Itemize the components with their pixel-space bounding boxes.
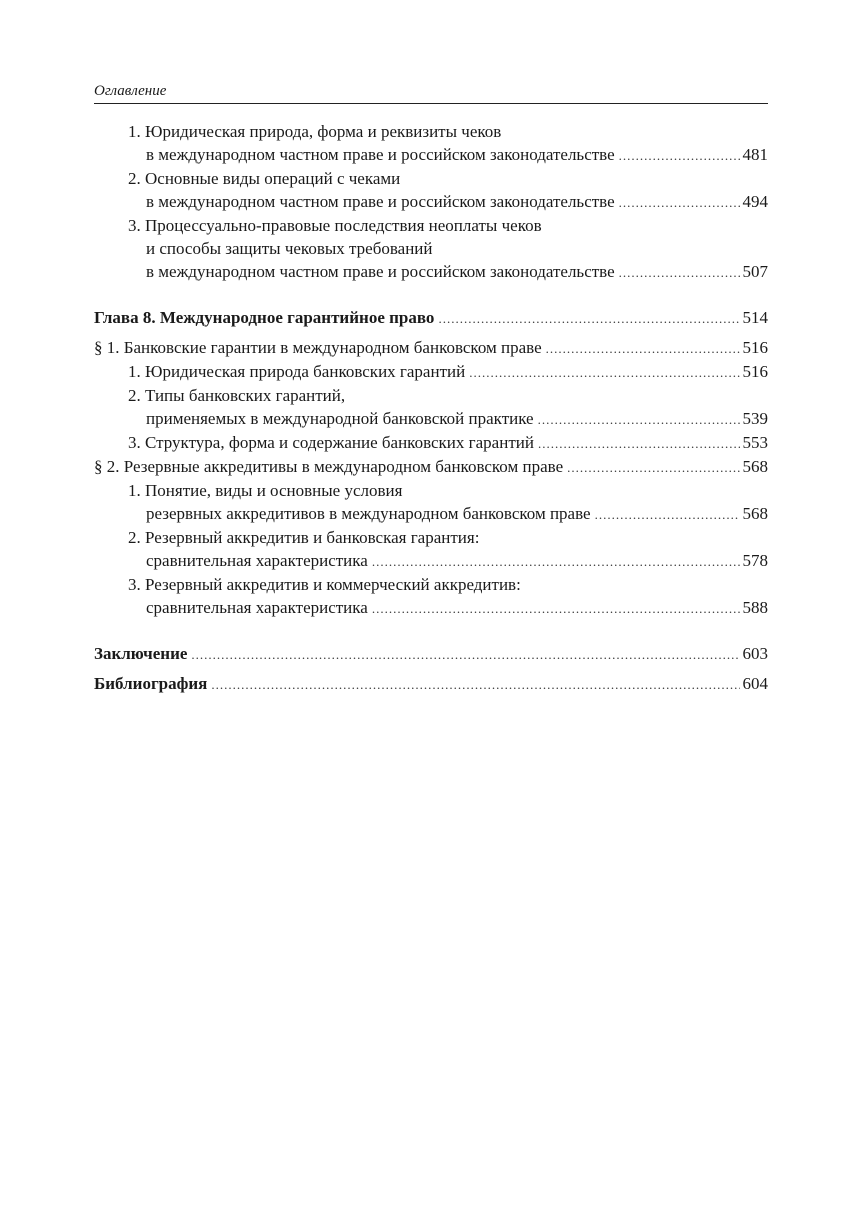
toc-entry — [94, 120, 768, 143]
toc-entry — [94, 573, 768, 596]
page-number: 516 — [742, 362, 768, 381]
page-number: 604 — [742, 674, 768, 693]
dot-leader — [211, 673, 739, 696]
dot-leader — [538, 408, 740, 431]
dot-leader — [372, 550, 740, 573]
toc-paragraph-link[interactable] — [94, 336, 768, 360]
dot-leader — [546, 337, 740, 360]
toc-entry-link[interactable] — [94, 502, 768, 526]
toc-entry-text: 1. Юридическая природа банковских гарантий — [128, 362, 466, 381]
page-number: 516 — [742, 338, 768, 357]
dot-leader — [538, 432, 740, 455]
toc-entry-link[interactable] — [94, 260, 768, 284]
toc-entry-text: в международном частном праве и российском законодательстве — [146, 145, 615, 164]
dot-leader — [469, 361, 739, 384]
page-number: 494 — [742, 192, 768, 211]
dot-leader — [372, 597, 740, 620]
toc-entry — [94, 214, 768, 237]
toc-conclusion-link[interactable] — [94, 642, 768, 666]
toc-entry-link[interactable] — [94, 407, 768, 431]
toc-bibliography-link[interactable] — [94, 672, 768, 696]
page-number: 568 — [742, 457, 768, 476]
toc-entry-link[interactable] — [94, 190, 768, 214]
header-title: Оглавление — [94, 83, 167, 99]
toc-entry-text: 3. Резервный аккредитив и коммерческий аккредитив: — [128, 575, 521, 594]
toc-chapter-link[interactable] — [94, 306, 768, 330]
toc-entry-text: в международном частном праве и российском законодательстве — [146, 262, 615, 281]
spacer — [94, 620, 768, 642]
toc-entry-text: 3. Структура, форма и содержание банковских гарантий — [128, 433, 534, 452]
page-number: 568 — [742, 504, 768, 523]
page-number: 603 — [742, 644, 768, 663]
toc-entry-link[interactable] — [94, 596, 768, 620]
toc-entry-text: и способы защиты чековых требований — [146, 239, 433, 258]
toc-entry-text: резервных аккредитивов в международном банковском праве — [146, 504, 591, 523]
dot-leader — [595, 503, 740, 526]
chapter-title: Глава 8. Международное гарантийное право — [94, 308, 435, 327]
page-number: 578 — [742, 551, 768, 570]
page-number: 481 — [742, 145, 768, 164]
spacer — [94, 284, 768, 306]
dot-leader — [619, 144, 740, 167]
toc-entry-text: 2. Резервный аккредитив и банковская гарантия: — [128, 528, 480, 547]
page-number: 514 — [742, 308, 768, 327]
dot-leader — [619, 191, 740, 214]
toc-entry-link[interactable] — [94, 143, 768, 167]
toc-entry-link[interactable] — [94, 431, 768, 455]
paragraph-title: § 2. Резервные аккредитивы в международном банковском праве — [94, 457, 564, 476]
toc-entry-text: сравнительная характеристика — [146, 551, 368, 570]
dot-leader — [619, 261, 740, 284]
toc-paragraph-link[interactable] — [94, 455, 768, 479]
toc-entry — [94, 526, 768, 549]
page-number: 539 — [742, 409, 768, 428]
dot-leader — [567, 456, 739, 479]
toc-entry-text: в международном частном праве и российском законодательстве — [146, 192, 615, 211]
bibliography-title: Библиография — [94, 674, 208, 693]
toc-entry-link[interactable] — [94, 549, 768, 573]
toc-entry-text: 1. Понятие, виды и основные условия — [128, 481, 403, 500]
page-number: 553 — [742, 433, 768, 452]
page-number: 507 — [742, 262, 768, 281]
page-number: 588 — [742, 598, 768, 617]
toc-entry — [94, 167, 768, 190]
toc-entry — [94, 479, 768, 502]
toc-entry-link[interactable] — [94, 360, 768, 384]
toc-entry-text: применяемых в международной банковской практике — [146, 409, 534, 428]
toc-entry-text: 3. Процессуально-правовые последствия неоплаты чеков — [128, 216, 542, 235]
toc-entry-text: сравнительная характеристика — [146, 598, 368, 617]
running-header — [94, 81, 768, 104]
dot-leader — [191, 643, 739, 666]
toc-entry-text: 1. Юридическая природа, форма и реквизиты чеков — [128, 122, 502, 141]
toc-entry-text: 2. Типы банковских гарантий, — [128, 386, 346, 405]
toc-entry — [94, 384, 768, 407]
dot-leader — [438, 307, 739, 330]
conclusion-title: Заключение — [94, 644, 188, 663]
table-of-contents — [94, 120, 768, 696]
toc-entry — [94, 237, 768, 260]
paragraph-title: § 1. Банковские гарантии в международном банковском праве — [94, 338, 542, 357]
toc-entry-text: 2. Основные виды операций с чеками — [128, 169, 401, 188]
